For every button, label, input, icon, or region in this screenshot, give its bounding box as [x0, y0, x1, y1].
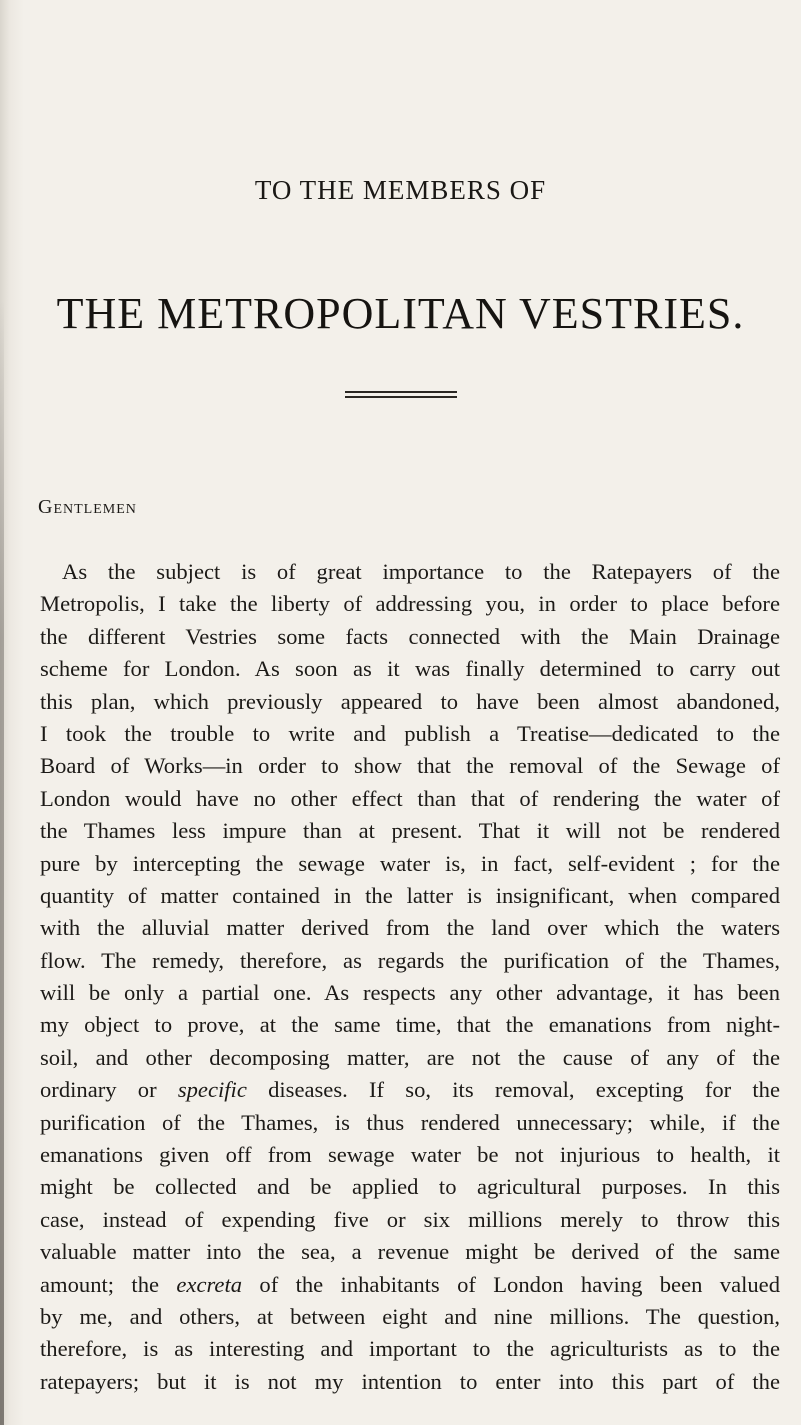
text-line: might be collected and be applied to agricultural purposes. In this	[40, 1174, 780, 1200]
text-line	[40, 1269, 780, 1301]
text-line: flow. The remedy, therefore, as regards the purification of the Thames,	[40, 947, 780, 973]
text-line: London would have no other effect than that of rendering the water of	[40, 785, 780, 811]
text-run: diseases. If so, its removal, excepting for the	[246, 1077, 780, 1103]
text-line: the different Vestries some facts connected with the Main Drainage	[40, 623, 780, 649]
title-rule-upper	[345, 391, 457, 393]
text-line: soil, and other decomposing matter, are not the cause of any of the	[40, 1044, 780, 1070]
text-line: scheme for London. As soon as it was finally determined to carry out	[40, 656, 780, 682]
text-line: will be only a partial one. As respects any other advantage, it has been	[40, 980, 780, 1006]
text-line: emanations given off from sewage water be not injurious to health, it	[40, 1142, 780, 1168]
text-line: my object to prove, at the same time, that the emanations from night-	[40, 1012, 780, 1038]
text-run: of the inhabitants of London having been valued	[242, 1271, 781, 1297]
text-line: Metropolis, I take the liberty of addressing you, in order to place before	[40, 591, 780, 617]
text-line: this plan, which previously appeared to have been almost abandoned,	[40, 688, 780, 714]
overtitle: TO THE MEMBERS OF	[254, 175, 547, 205]
page-title: THE METROPOLITAN VESTRIES.	[56, 289, 745, 338]
text-line: ratepayers; but it is not my intention to enter into this part of the	[40, 1368, 780, 1394]
text-line	[40, 1074, 780, 1106]
text-line: therefore, is as interesting and important to the agriculturists as to the	[40, 1336, 780, 1362]
text-line: valuable matter into the sea, a revenue might be derived of the same	[40, 1239, 780, 1265]
text-line: Board of Works—in order to show that the removal of the Sewage of	[40, 753, 780, 779]
text-run: ordinary or	[40, 1077, 178, 1103]
title-rule-lower	[345, 396, 457, 398]
text-line: case, instead of expending five or six millions merely to throw this	[40, 1206, 780, 1232]
text-run: amount; the	[40, 1271, 177, 1297]
binding-edge	[0, 300, 4, 1425]
italic-term: specific	[177, 1077, 247, 1103]
text-line: the Thames less impure than at present. That it will not be rendered	[40, 818, 780, 844]
text-line: quantity of matter contained in the latter is insignificant, when compared	[40, 882, 780, 908]
text-line: purification of the Thames, is thus rendered unnecessary; while, if the	[40, 1109, 780, 1135]
text-line: pure by intercepting the sewage water is, in fact, self-evident ; for the	[40, 850, 780, 876]
text-line: with the alluvial matter derived from the land over which the waters	[40, 915, 780, 941]
italic-term: excreta	[176, 1271, 243, 1297]
text-line: As the subject is of great importance to the Ratepayers of the	[62, 559, 780, 584]
body-paragraph	[40, 556, 780, 1398]
text-line: I took the trouble to write and publish a Treatise—dedicated to the	[40, 720, 780, 746]
salutation: Gentlemen	[38, 496, 137, 518]
text-line: by me, and others, at between eight and nine millions. The question,	[40, 1303, 780, 1329]
